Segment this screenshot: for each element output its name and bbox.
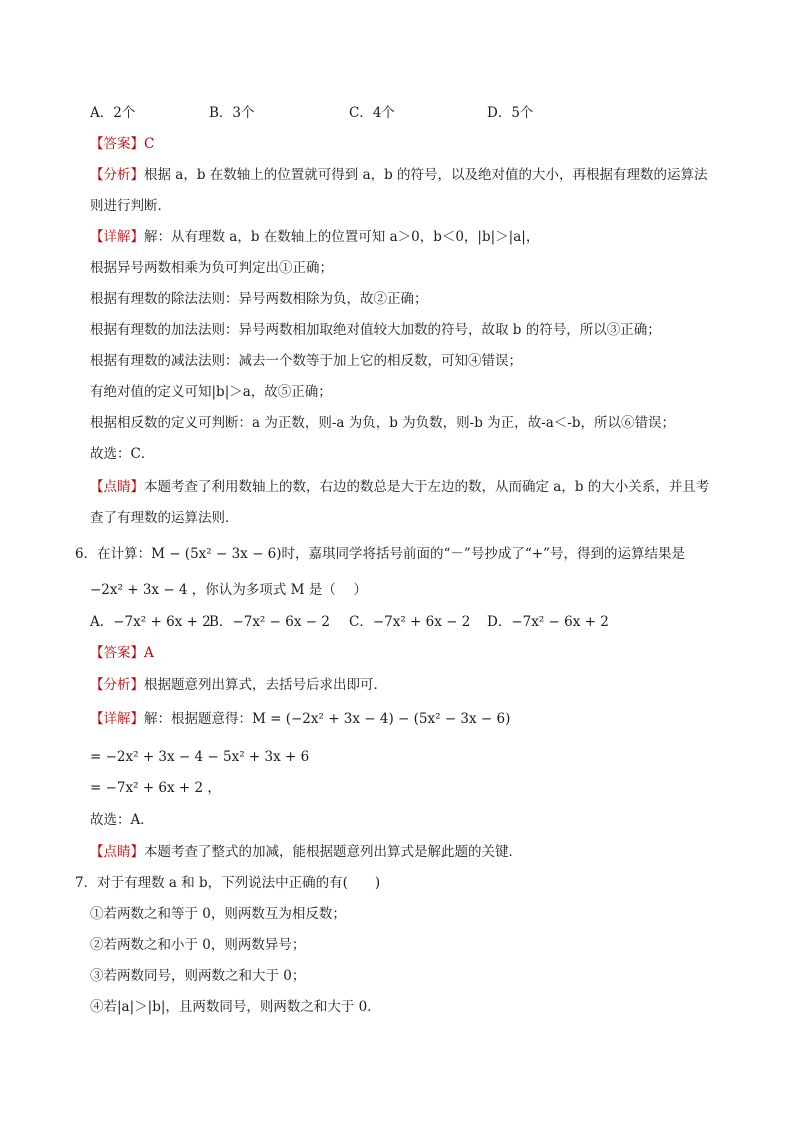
q5-option-b: B．3个 <box>209 105 255 121</box>
q5-analysis-text-1: 根据 a，b 在数轴上的位置就可得到 a，b 的符号，以及绝对值的大小，再根据有理数的运算法 <box>144 167 708 183</box>
q5-analysis-line-1 <box>90 166 708 184</box>
q5-detail-line-1 <box>90 228 539 246</box>
q5-comment-text-1: 本题考查了利用数轴上的数，右边的数总是大于左边的数，从而确定 a，b 的大小关系，并且考 <box>144 479 710 495</box>
q7-stem: 7．对于有理数 a 和 b，下列说法中正确的有( ) <box>75 875 381 891</box>
q5-detail-text-1: 解：从有理数 a，b 在数轴上的位置可知 a＞0，b＜0，|b|＞|a|， <box>144 229 540 245</box>
q5-detail-line-7: 根据相反数的定义可判断：a 为正数，则-a 为负，b 为负数，则-b 为正，故-a＜-b，所以⑥错误； <box>90 415 675 431</box>
q5-detail-line-8: 故选：C． <box>90 446 155 462</box>
q7-item-2: ②若两数之和小于 0，则两数异号； <box>90 937 306 953</box>
q6-option-d: D．−7x² − 6x + 2 <box>487 614 609 630</box>
q6-option-c: C．−7x² + 6x − 2 <box>349 614 471 630</box>
q6-comment-line <box>90 843 522 861</box>
q7-item-4: ④若|a|＞|b|，且两数同号，则两数之和大于 0． <box>90 999 381 1015</box>
q5-answer: C <box>144 136 155 152</box>
analysis-tag: 【分析】 <box>90 167 144 183</box>
q6-stem-line-1: 6．在计算：M − (5x² − 3x − 6)时，嘉琪同学将括号前面的“－”号抄成了“+”号，得到的运算结果是 <box>75 546 685 562</box>
q6-answer: A <box>144 645 154 661</box>
q5-detail-line-6: 有绝对值的定义可知|b|＞a，故⑤正确； <box>90 384 332 400</box>
q5-detail-line-2: 根据异号两数相乘为负可判定出①正确； <box>90 260 333 276</box>
q7-item-3: ③若两数同号，则两数之和大于 0； <box>90 968 306 984</box>
q6-analysis-text: 根据题意列出算式，去括号后求出即可． <box>144 677 387 693</box>
answer-tag: 【答案】 <box>90 645 144 661</box>
answer-tag: 【答案】 <box>90 136 144 152</box>
q6-detail-line-4: 故选：A． <box>90 812 154 828</box>
q6-comment-text: 本题考查了整式的加减，能根据题意列出算式是解此题的关键． <box>144 844 522 860</box>
q6-detail-text-1: 解：根据题意得：M = (−2x² + 3x − 4) − (5x² − 3x − 6) <box>144 711 511 727</box>
q6-detail-line-3: = −7x² + 6x + 2 ， <box>90 780 221 796</box>
q5-detail-line-3: 根据有理数的除法法则：异号两数相除为负，故②正确； <box>90 291 428 307</box>
q5-comment-line-2: 查了有理数的运算法则． <box>90 510 239 526</box>
detail-tag: 【详解】 <box>90 229 144 245</box>
q5-detail-line-5: 根据有理数的减法法则：减去一个数等于加上它的相反数，可知④错误； <box>90 353 522 369</box>
q6-detail-line-1 <box>90 710 510 728</box>
q5-comment-line-1 <box>90 478 709 496</box>
q5-detail-line-4: 根据有理数的加法法则：异号两数相加取绝对值较大加数的符号，故取 b 的符号，所以③正确； <box>90 322 661 338</box>
q6-option-a: A．−7x² + 6x + 2 <box>90 614 211 630</box>
q5-option-a: A．2个 <box>90 105 136 121</box>
q6-stem-line-2: −2x² + 3x − 4 ，你认为多项式 M 是（ ） <box>90 582 367 598</box>
q7-item-1: ①若两数之和等于 0，则两数互为相反数； <box>90 906 346 922</box>
q5-option-d: D．5个 <box>487 105 534 121</box>
detail-tag: 【详解】 <box>90 711 144 727</box>
comment-tag: 【点睛】 <box>90 844 144 860</box>
q5-analysis-line-2: 则进行判断． <box>90 198 171 214</box>
q5-answer-line <box>90 135 154 153</box>
analysis-tag: 【分析】 <box>90 677 144 693</box>
q5-option-c: C．4个 <box>349 105 395 121</box>
comment-tag: 【点睛】 <box>90 479 144 495</box>
q6-analysis-line <box>90 676 387 694</box>
q6-answer-line <box>90 644 154 662</box>
q6-detail-line-2: = −2x² + 3x − 4 − 5x² + 3x + 6 <box>90 749 310 765</box>
q6-option-b: B．−7x² − 6x − 2 <box>209 614 330 630</box>
